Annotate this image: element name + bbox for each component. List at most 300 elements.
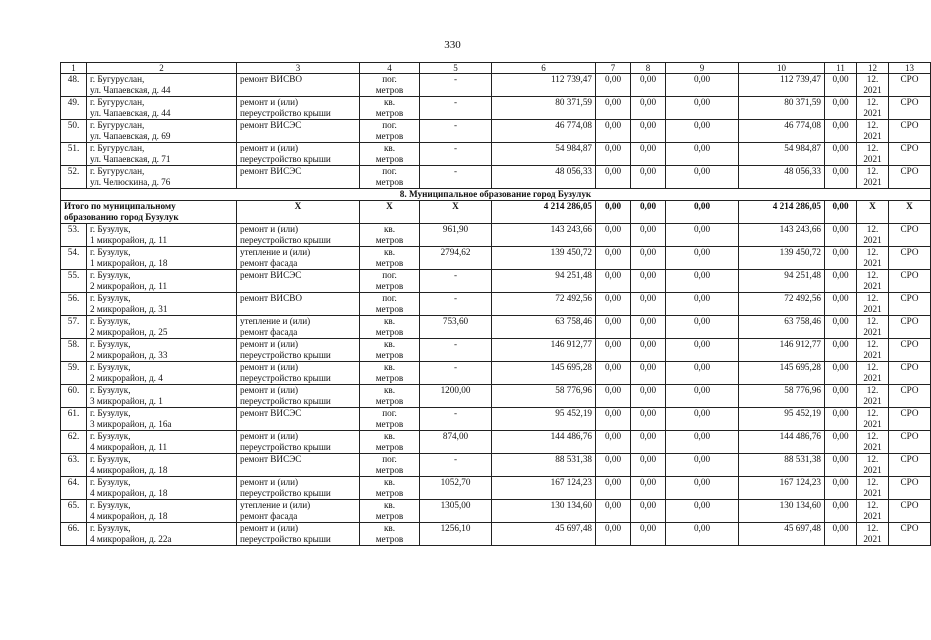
row-number-text: 50. [67,120,80,130]
fund-col11 [825,408,857,431]
fund-col7-text: 0,00 [604,270,622,280]
volume [420,224,492,247]
owner-funds-text: 80 371,59 [784,97,821,107]
fund-col7-text: 0,00 [604,431,622,441]
total-cost [492,270,596,293]
unit [360,97,420,120]
unit-text: метров [375,304,404,314]
address-text: 4 микрорайон, д. 22а [90,534,172,544]
owner-funds-text: 146 912,77 [779,339,821,349]
owner-funds-text: 139 450,72 [779,247,821,257]
unit [360,362,420,385]
fund-col7-text: 0,00 [604,385,622,395]
work-type-text: ремонт ВИСЭС [240,120,302,130]
unit-text: метров [375,350,404,360]
work-type [237,339,360,362]
row-number-text: 62. [67,431,80,441]
fund-col9-text: 0,00 [693,293,711,303]
fund-col11 [825,74,857,97]
column-number-header: 3 [237,63,360,74]
fund-col7 [596,362,631,385]
total-label-text: Итого по муниципальному [64,201,176,211]
volume-text: - [453,143,458,153]
completion-date-text: 12. [866,477,879,487]
volume [420,477,492,500]
fund-col11-text: 0,00 [832,224,849,234]
completion-date-text: 12. [866,385,879,395]
column-number-header: 10 [739,63,825,74]
total-cost [492,293,596,316]
fund-col9 [666,316,739,339]
column-number-header: 4 [360,63,420,74]
method-text: СРО [900,523,919,533]
fund-col8-text: 0,00 [639,293,657,303]
total-c13: X [889,201,931,224]
completion-date-text: 2021 [863,488,882,498]
work-type-text: переустройство крыши [240,534,331,544]
method [889,166,931,189]
work-type [237,431,360,454]
completion-date-text: 12. [866,339,879,349]
column-number-header: 7 [596,63,631,74]
method [889,143,931,166]
fund-col8 [631,454,666,477]
address [87,362,237,385]
unit [360,500,420,523]
address-text: г. Бузулук, [90,316,131,326]
volume-text: - [453,120,458,130]
fund-col11 [825,293,857,316]
fund-col7-text: 0,00 [604,120,622,130]
fund-col11-text: 0,00 [832,166,849,176]
work-type-text: ремонт ВИСЭС [240,270,302,280]
fund-col8 [631,270,666,293]
volume [420,362,492,385]
address-text: 2 микрорайон, д. 33 [90,350,168,360]
fund-col11-text: 0,00 [832,500,849,510]
fund-col7 [596,477,631,500]
row-number-text: 59. [67,362,80,372]
method [889,247,931,270]
row-number [61,385,87,408]
fund-col11-text: 0,00 [832,120,849,130]
fund-col9-text: 0,00 [693,431,711,441]
address-text: г. Бузулук, [90,385,131,395]
address-text: 1 микрорайон, д. 11 [90,235,168,245]
unit [360,247,420,270]
fund-col9 [666,224,739,247]
row-number-text: 53. [67,224,80,234]
page-number: 330 [444,39,461,51]
unit-text: кв. [383,224,396,234]
fund-col7 [596,224,631,247]
total-f7: 0,00 [596,201,631,224]
address-text: 3 микрорайон, д. 16а [90,419,172,429]
volume [420,454,492,477]
fund-col9-text: 0,00 [693,385,711,395]
method-text: СРО [900,270,919,280]
table-row [61,500,931,523]
method-text: СРО [900,247,919,257]
unit-text: метров [375,131,404,141]
volume [420,339,492,362]
owner-funds-text: 45 697,48 [784,523,821,533]
table-row [61,408,931,431]
address-text: г. Бугуруслан, [90,143,145,153]
row-number-text: 49. [67,97,80,107]
row-number [61,523,87,546]
volume-text: 1052,70 [440,477,471,487]
table-row [61,166,931,189]
column-number-header: 5 [420,63,492,74]
unit-text: кв. [383,500,396,510]
work-type [237,477,360,500]
unit-text: метров [375,235,404,245]
address [87,523,237,546]
unit-text: пог. [382,293,397,303]
fund-col11 [825,224,857,247]
owner-funds [739,454,825,477]
volume-text: - [453,362,458,372]
unit [360,477,420,500]
unit [360,339,420,362]
completion-date [857,166,889,189]
completion-date-text: 2021 [863,177,882,187]
fund-col11-text: 0,00 [832,339,849,349]
unit-text: метров [375,488,404,498]
table-row [61,454,931,477]
unit-text: пог. [382,270,397,280]
method [889,293,931,316]
fund-col7-text: 0,00 [604,143,622,153]
total-cost-text: 45 697,48 [555,523,592,533]
completion-date [857,143,889,166]
work-type [237,166,360,189]
total-c5: X [420,201,492,224]
fund-col9-text: 0,00 [693,362,711,372]
owner-funds [739,143,825,166]
work-type-text: ремонт и (или) [240,143,299,153]
row-number [61,362,87,385]
completion-date-text: 2021 [863,442,882,452]
total-cost-text: 72 492,56 [555,293,592,303]
fund-col7-text: 0,00 [604,523,622,533]
volume-text: - [453,339,458,349]
unit-text: кв. [383,339,396,349]
fund-col9-text: 0,00 [693,74,711,84]
completion-date-text: 12. [866,74,879,84]
fund-col7 [596,120,631,143]
total-cost [492,385,596,408]
fund-col7-text: 0,00 [604,454,622,464]
unit [360,74,420,97]
fund-col9-text: 0,00 [693,270,711,280]
volume [420,408,492,431]
row-number [61,247,87,270]
completion-date-text: 2021 [863,373,882,383]
completion-date-text: 2021 [863,327,882,337]
work-type [237,143,360,166]
work-type-text: переустройство крыши [240,396,331,406]
address-text: г. Бузулук, [90,454,131,464]
fund-col11-text: 0,00 [832,523,849,533]
completion-date-text: 2021 [863,108,882,118]
fund-col8 [631,74,666,97]
volume-text: - [453,293,458,303]
table-row [61,97,931,120]
fund-col7 [596,339,631,362]
total-f9: 0,00 [666,201,739,224]
completion-date-text: 2021 [863,465,882,475]
address-text: г. Бугуруслан, [90,120,145,130]
fund-col11 [825,270,857,293]
fund-col8 [631,500,666,523]
address [87,143,237,166]
completion-date [857,247,889,270]
fund-col7-text: 0,00 [604,293,622,303]
completion-date-text: 12. [866,500,879,510]
method-text: СРО [900,166,919,176]
work-type-text: ремонт и (или) [240,97,299,107]
table-row [61,74,931,97]
column-number-header: 12 [857,63,889,74]
completion-date-text: 2021 [863,131,882,141]
volume-text: 1305,00 [440,500,471,510]
completion-date-text: 12. [866,316,879,326]
volume-text: 874,00 [442,431,469,441]
fund-col7 [596,408,631,431]
work-type-text: ремонт и (или) [240,523,299,533]
completion-date [857,97,889,120]
fund-col7 [596,500,631,523]
address-text: г. Бузулук, [90,477,131,487]
owner-funds-text: 48 056,33 [784,166,821,176]
total-cost [492,408,596,431]
volume-text: 1256,10 [440,523,471,533]
unit [360,385,420,408]
address-text: г. Бузулук, [90,523,131,533]
unit-text: метров [375,154,404,164]
work-type [237,500,360,523]
fund-col11 [825,477,857,500]
volume [420,143,492,166]
fund-col8 [631,224,666,247]
method [889,523,931,546]
fund-col9-text: 0,00 [693,166,711,176]
completion-date [857,431,889,454]
address-text: г. Бузулук, [90,270,131,280]
row-number-text: 48. [67,74,80,84]
column-number-header: 8 [631,63,666,74]
address [87,477,237,500]
fund-col7-text: 0,00 [604,97,622,107]
fund-col7-text: 0,00 [604,316,622,326]
volume-text: 753,60 [442,316,469,326]
completion-date-text: 12. [866,293,879,303]
unit-text: кв. [383,316,396,326]
fund-col11 [825,454,857,477]
fund-col7-text: 0,00 [604,224,622,234]
total-label-text: образованию город Бузулук [64,212,179,222]
unit-text: метров [375,373,404,383]
unit-text: метров [375,511,404,521]
fund-col8-text: 0,00 [639,477,657,487]
fund-col9 [666,120,739,143]
method [889,431,931,454]
completion-date [857,224,889,247]
unit-text: кв. [383,477,396,487]
address [87,270,237,293]
volume [420,385,492,408]
completion-date [857,385,889,408]
work-type-text: ремонт и (или) [240,385,299,395]
address-text: г. Бузулук, [90,339,131,349]
unit-text: метров [375,177,404,187]
unit-text: метров [375,281,404,291]
fund-col7-text: 0,00 [604,74,622,84]
fund-col9 [666,270,739,293]
fund-col11-text: 0,00 [832,293,849,303]
volume-text: 961,90 [442,224,469,234]
owner-funds-text: 143 243,66 [779,224,821,234]
work-type-text: утепление и (или) [240,316,311,326]
table-row [61,224,931,247]
address-text: 1 микрорайон, д. 18 [90,258,168,268]
fund-col8-text: 0,00 [639,408,657,418]
fund-col8-text: 0,00 [639,500,657,510]
owner-funds [739,385,825,408]
completion-date-text: 12. [866,454,879,464]
volume-text: - [453,74,458,84]
work-type-text: ремонт фасада [240,258,298,268]
address [87,166,237,189]
total-cost [492,97,596,120]
work-type-text: ремонт фасада [240,511,298,521]
owner-funds [739,362,825,385]
work-type-text: переустройство крыши [240,350,331,360]
total-cost-text: 143 243,66 [550,224,592,234]
completion-date [857,523,889,546]
fund-col9-text: 0,00 [693,477,711,487]
total-cost-text: 112 739,47 [550,74,592,84]
table-row [61,247,931,270]
total-cost-text: 167 124,23 [550,477,592,487]
section-title: 8. Муниципальное образование город Бузулук [61,189,931,201]
address [87,316,237,339]
fund-col11-text: 0,00 [832,454,849,464]
completion-date [857,339,889,362]
table-row [61,362,931,385]
address [87,431,237,454]
fund-col8 [631,477,666,500]
work-type-text: переустройство крыши [240,235,331,245]
completion-date-text: 12. [866,224,879,234]
fund-col8-text: 0,00 [639,454,657,464]
volume-text: - [453,454,458,464]
fund-col11-text: 0,00 [832,270,849,280]
table-row [61,293,931,316]
fund-col8 [631,316,666,339]
fund-col8 [631,143,666,166]
fund-col9 [666,97,739,120]
work-type-text: переустройство крыши [240,373,331,383]
work-type-text: утепление и (или) [240,500,311,510]
row-number-text: 66. [67,523,80,533]
fund-col7-text: 0,00 [604,247,622,257]
address-text: 3 микрорайон, д. 1 [90,396,163,406]
fund-col7 [596,143,631,166]
fund-col8 [631,166,666,189]
unit-text: метров [375,396,404,406]
completion-date-text: 2021 [863,154,882,164]
row-number [61,224,87,247]
fund-col11-text: 0,00 [832,143,849,153]
fund-col7 [596,431,631,454]
row-number [61,316,87,339]
fund-col9-text: 0,00 [693,339,711,349]
fund-col9 [666,74,739,97]
row-number [61,270,87,293]
row-number-text: 63. [67,454,80,464]
fund-col8-text: 0,00 [639,339,657,349]
total-cost [492,454,596,477]
unit-text: метров [375,85,404,95]
fund-col11-text: 0,00 [832,247,849,257]
unit-text: метров [375,258,404,268]
address [87,454,237,477]
total-cost-text: 88 531,38 [555,454,592,464]
fund-col9 [666,408,739,431]
work-type [237,97,360,120]
volume-text: 1200,00 [440,385,471,395]
fund-col7 [596,166,631,189]
address-text: г. Бузулук, [90,224,131,234]
unit-text: кв. [383,523,396,533]
total-cost [492,500,596,523]
method [889,224,931,247]
fund-col9 [666,247,739,270]
address-text: ул. Чапаевская, д. 44 [90,108,171,118]
unit-text: кв. [383,143,396,153]
method-text: СРО [900,74,919,84]
total-f8: 0,00 [631,201,666,224]
method [889,362,931,385]
fund-col8-text: 0,00 [639,74,657,84]
total-cost-text: 144 486,76 [550,431,592,441]
row-number-text: 60. [67,385,80,395]
fund-col9-text: 0,00 [693,224,711,234]
fund-col7 [596,97,631,120]
completion-date-text: 12. [866,120,879,130]
fund-col8-text: 0,00 [639,247,657,257]
work-type [237,454,360,477]
fund-col7-text: 0,00 [604,477,622,487]
work-type-text: ремонт ВИСЭС [240,166,302,176]
method-text: СРО [900,431,919,441]
completion-date [857,293,889,316]
column-number-row [61,63,931,74]
total-cost [492,143,596,166]
fund-col7 [596,316,631,339]
method [889,120,931,143]
work-type-text: ремонт и (или) [240,224,299,234]
fund-col9 [666,385,739,408]
volume-text: - [453,270,458,280]
address-text: г. Бузулук, [90,362,131,372]
total-f11: 0,00 [825,201,857,224]
address-text: г. Бузулук, [90,408,131,418]
owner-funds-text: 58 776,96 [784,385,821,395]
